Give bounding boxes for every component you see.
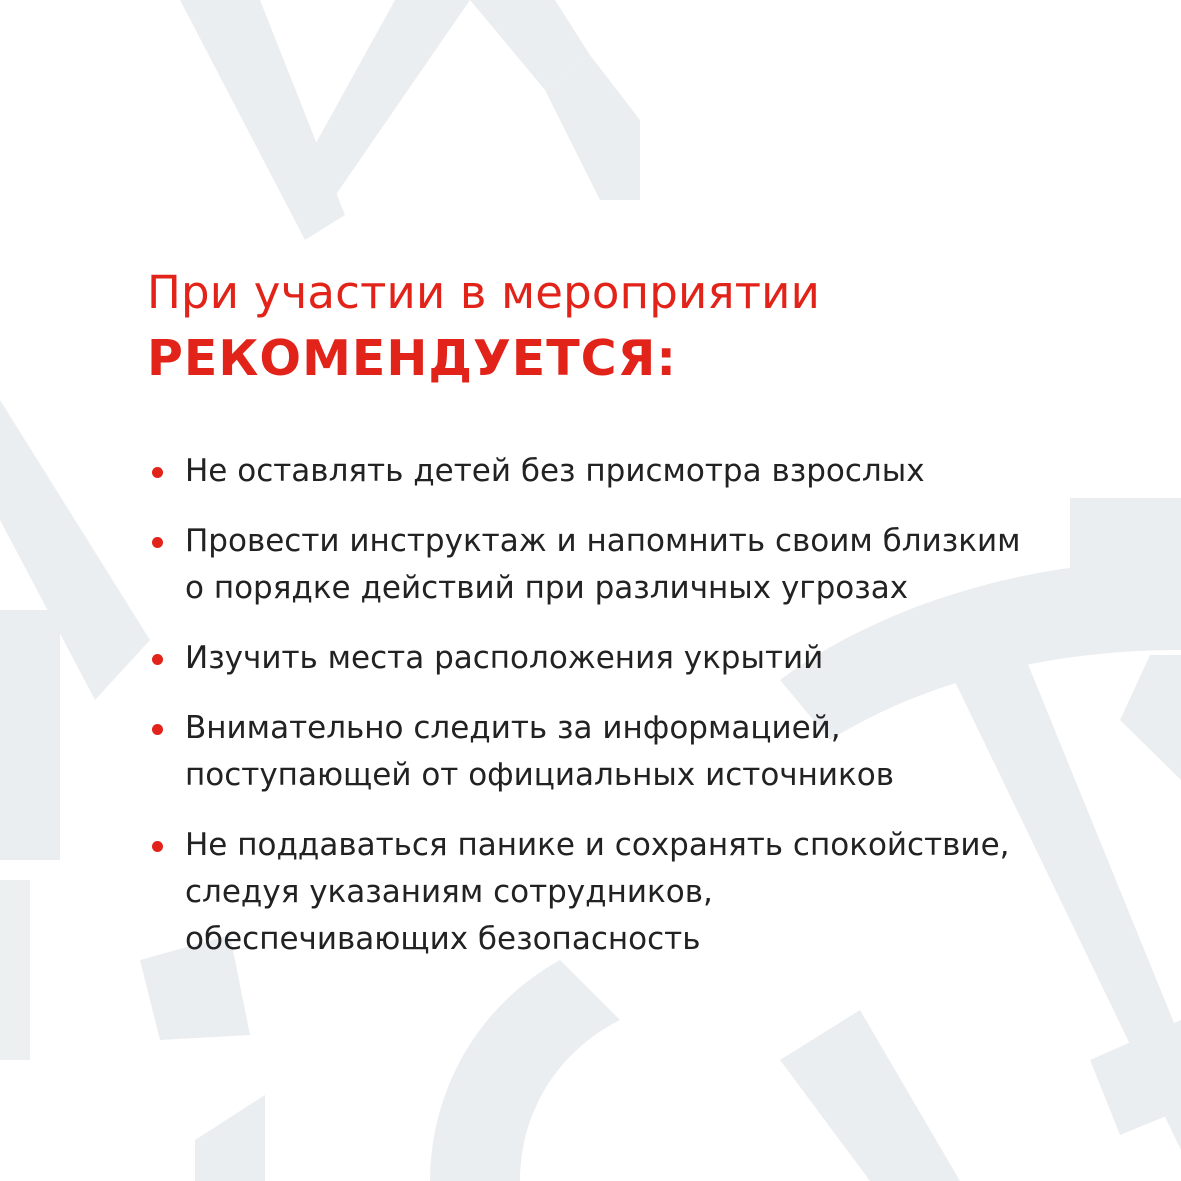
list-item	[147, 822, 1137, 963]
list-item-text: следуя указаниям сотрудников,	[185, 874, 713, 910]
bullet-icon	[152, 654, 163, 665]
bullet-icon	[152, 841, 163, 852]
list-item	[147, 705, 1137, 799]
list-item-text: обеспечивающих безопасность	[185, 921, 701, 957]
title-line-2: РЕКОМЕНДУЕТСЯ:	[147, 330, 677, 387]
content	[147, 262, 1137, 957]
list-item	[147, 635, 1137, 682]
list-item-text: о порядке действий при различных угрозах	[185, 570, 909, 606]
list-item-text: поступающей от официальных источников	[185, 757, 894, 793]
bullet-icon	[152, 467, 163, 478]
title-line-1: При участии в мероприятии	[147, 266, 821, 319]
list-item-text: Не поддаваться панике и сохранять спокойствие,	[185, 827, 1010, 863]
list-item	[147, 518, 1137, 612]
recommendations-list	[147, 448, 1137, 986]
list-item	[147, 448, 1137, 495]
list-item-text: Изучить места расположения укрытий	[185, 640, 824, 676]
list-item-text: Не оставлять детей без присмотра взрослых	[185, 453, 925, 489]
bullet-icon	[152, 724, 163, 735]
list-item-text: Провести инструктаж и напомнить своим близким	[185, 523, 1021, 559]
list-item-text: Внимательно следить за информацией,	[185, 710, 841, 746]
bullet-icon	[152, 537, 163, 548]
